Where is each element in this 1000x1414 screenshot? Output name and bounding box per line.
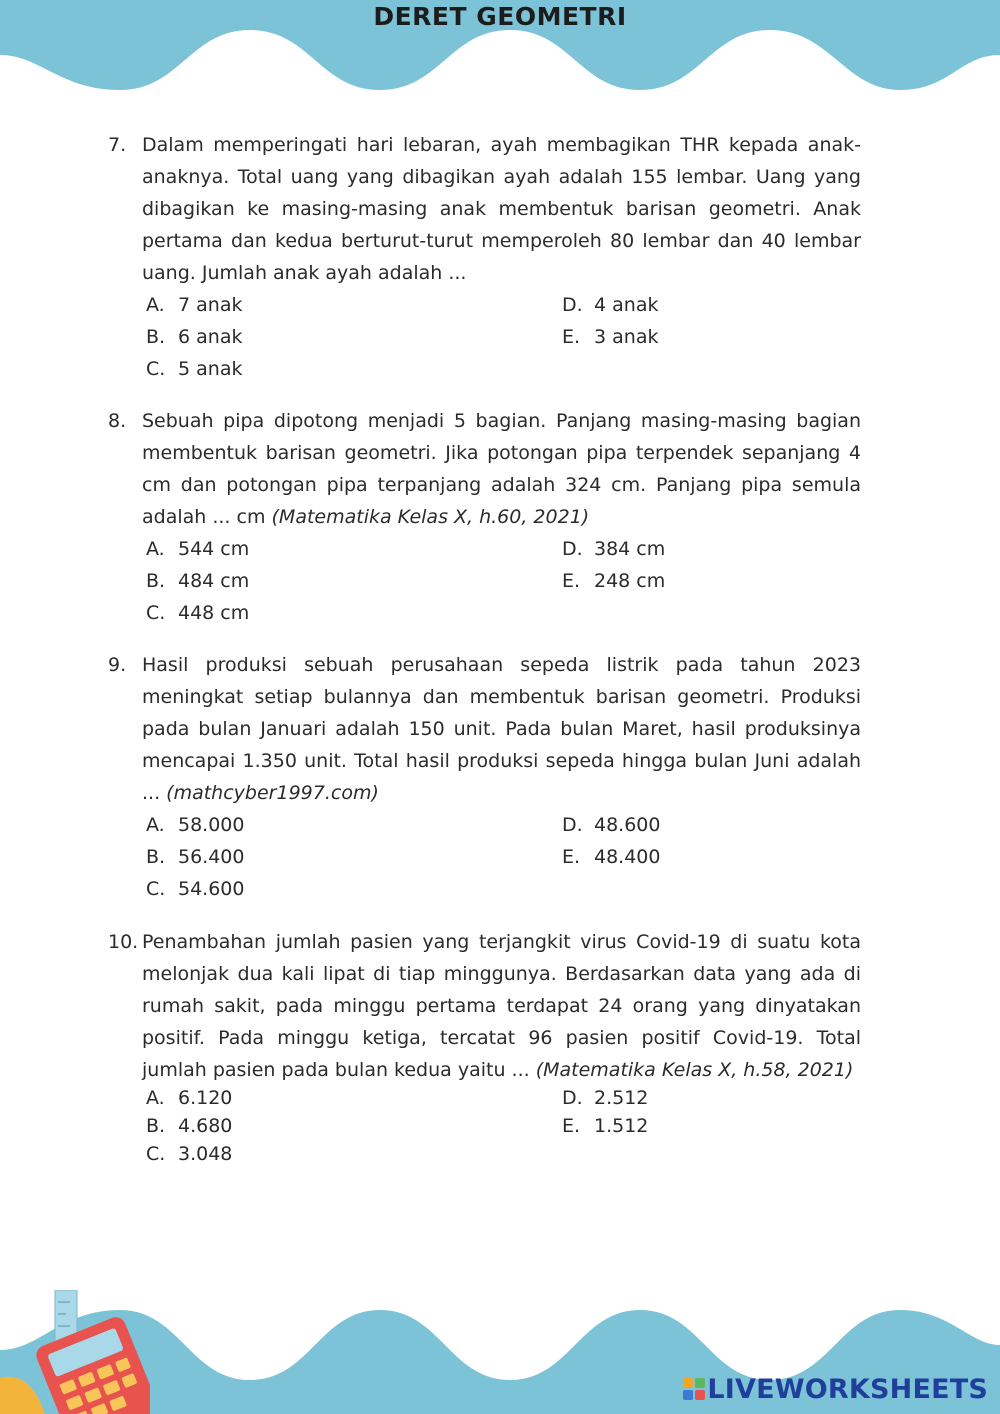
brand-name[interactable]: LIVEWORKSHEETS	[707, 1373, 988, 1405]
answer-options	[146, 1086, 861, 1170]
option-e[interactable]: E. 1.512	[562, 1115, 649, 1137]
question-7	[108, 129, 861, 385]
calculator-icon	[0, 1290, 150, 1414]
question-number: 7.	[108, 134, 127, 156]
option-b[interactable]: B. 56.400	[146, 846, 245, 868]
option-c[interactable]: C. 5 anak	[146, 358, 243, 380]
page-title: DERET GEOMETRI	[373, 2, 627, 31]
question-text: Sebuah pipa dipotong menjadi 5 bagian. Panjang masing-masing bagian membentuk barisan geometri. Jika potongan pipa terpendek sepanjang 4 cm dan potongan pipa terpanjang adalah 324 cm. Panjang pipa semula adalah ... cm	[142, 410, 861, 528]
option-a[interactable]: A. 544 cm	[146, 538, 250, 560]
question-source: (mathcyber1997.com)	[166, 782, 379, 804]
option-a[interactable]: A. 6.120	[146, 1087, 233, 1109]
option-b[interactable]: B. 6 anak	[146, 326, 243, 348]
option-b[interactable]: B. 484 cm	[146, 570, 250, 592]
option-d[interactable]: D. 384 cm	[562, 538, 666, 560]
question-number: 9.	[108, 654, 127, 676]
option-c[interactable]: C. 3.048	[146, 1143, 233, 1165]
question-number: 10.	[108, 931, 139, 953]
option-d[interactable]: D. 4 anak	[562, 294, 659, 316]
answer-options	[146, 533, 861, 629]
question-9	[108, 649, 861, 905]
question-8	[108, 405, 861, 629]
option-c[interactable]: C. 448 cm	[146, 602, 250, 624]
answer-options	[146, 809, 861, 905]
option-d[interactable]: D. 48.600	[562, 814, 661, 836]
option-a[interactable]: A. 7 anak	[146, 294, 243, 316]
option-a[interactable]: A. 58.000	[146, 814, 245, 836]
question-number: 8.	[108, 410, 127, 432]
question-text: Hasil produksi sebuah perusahaan sepeda listrik pada tahun 2023 meningkat setiap bulannya dan membentuk barisan geometri. Produksi pada bulan Januari adalah 150 unit. Pada bulan Maret, hasil produksinya mencapai 1.350 unit. Total hasil produksi sepeda hingga bulan Juni adalah ...	[142, 654, 861, 804]
question-source: (Matematika Kelas X, h.60, 2021)	[271, 506, 590, 528]
question-10	[108, 926, 861, 1170]
option-c[interactable]: C. 54.600	[146, 878, 245, 900]
brand-footer	[683, 1373, 988, 1405]
question-source: (Matematika Kelas X, h.58, 2021)	[535, 1059, 854, 1081]
option-e[interactable]: E. 48.400	[562, 846, 661, 868]
option-d[interactable]: D. 2.512	[562, 1087, 649, 1109]
liveworksheets-logo-icon	[683, 1378, 705, 1400]
answer-options	[146, 289, 861, 385]
option-e[interactable]: E. 248 cm	[562, 570, 666, 592]
option-b[interactable]: B. 4.680	[146, 1115, 233, 1137]
question-text: Penambahan jumlah pasien yang terjangkit virus Covid-19 di suatu kota melonjak dua kali lipat di tiap minggunya. Berdasarkan data yang ada di rumah sakit, pada minggu pertama terdapat 24 orang yang dinyatakan positif. Pada minggu ketiga, tercatat 96 pasien positif Covid-19. Total jumlah pasien pada bulan kedua yaitu ...	[142, 931, 861, 1081]
option-e[interactable]: E. 3 anak	[562, 326, 659, 348]
question-text: Dalam memperingati hari lebaran, ayah membagikan THR kepada anak-anaknya. Total uang yang dibagikan ayah adalah 155 lembar. Uang yang dibagikan ke masing-masing anak membentuk barisan geometri. Anak pertama dan kedua berturut-turut memperoleh 80 lembar dan 40 lembar uang. Jumlah anak ayah adalah ...	[142, 134, 861, 284]
